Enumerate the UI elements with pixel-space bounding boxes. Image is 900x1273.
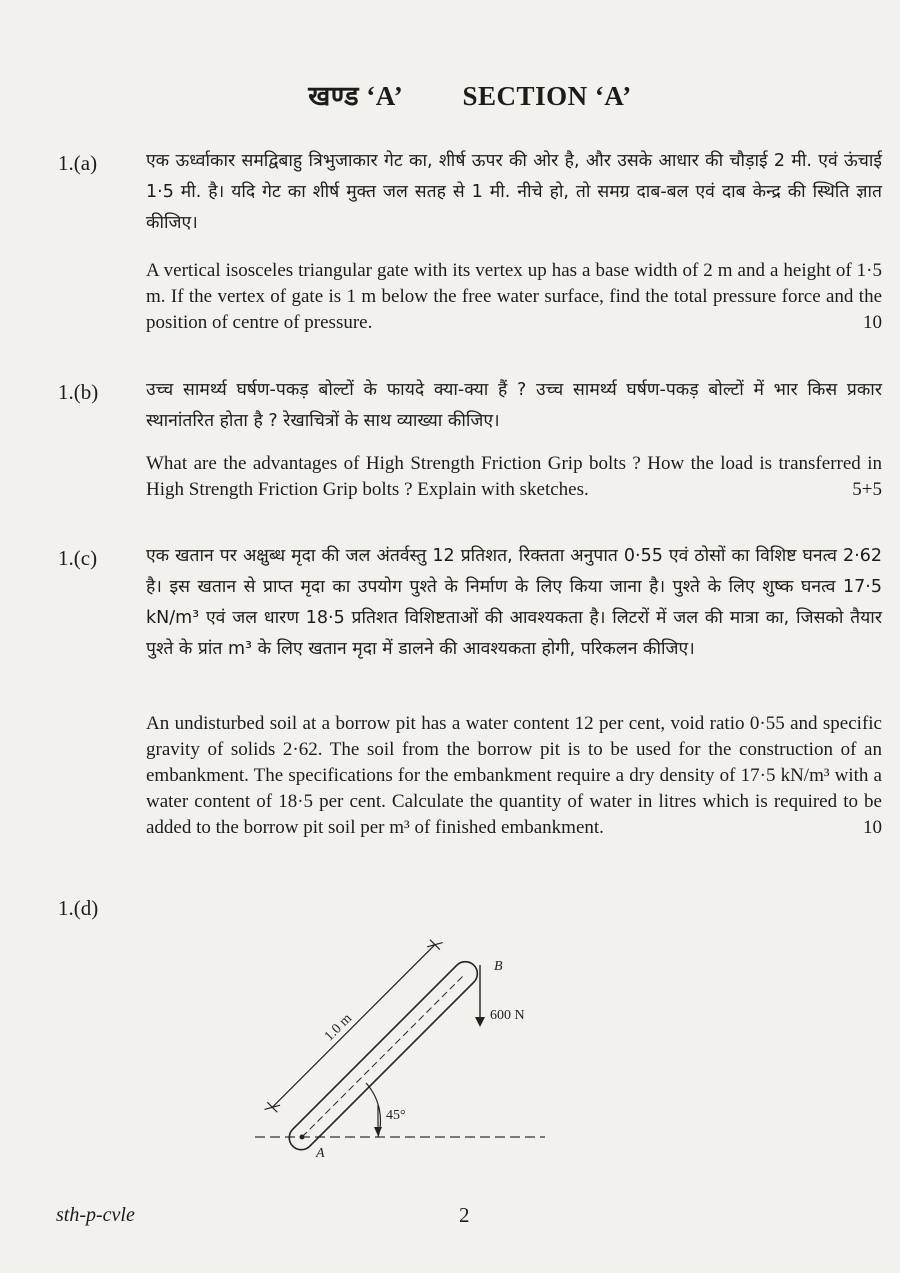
question-number-1c: 1.(c) — [58, 546, 98, 570]
question-1a-english-text: A vertical isosceles triangular gate with its vertex up has a base width of 2 m and a height of 1·5 m. If the vertex of gate is 1 m below the free water surface, find the total pressure force and the position of centre of pressure. — [146, 260, 882, 333]
question-1a-marks: 10 — [863, 312, 882, 333]
load-label: 600 N — [490, 1008, 525, 1023]
question-1a-hindi: एक ऊर्ध्वाकार समद्विबाहु त्रिभुजाकार गेट का, शीर्ष ऊपर की ओर है, और उसके आधार की चौड़ाई 2 मी. एवं ऊंचाई 1·5 मी. है। यदि गेट का शीर्ष मुक्त जल सतह से 1 मी. नीचे हो, तो समग्र दाब-बल एवं दाब केन्द्र की स्थिति ज्ञात कीजिए। — [146, 151, 882, 233]
question-1c-english-text: An undisturbed soil at a borrow pit has a water content 12 per cent, void ratio 0·55 and specific gravity of solids 2·62. The soil from the borrow pit is to be used for the construction of an embankment. The specifications for the embankment require a dry density of 17·5 kN/m³ with a water content of 18·5 per cent. Calculate the quantity of water in litres which is required to be added to the borrow pit soil per m³ of finished embankment. — [146, 713, 882, 838]
question-1c-hindi: एक खतान पर अक्षुब्ध मृदा की जल अंतर्वस्तु 12 प्रतिशत, रिक्तता अनुपात 0·55 एवं ठोसों का विशिष्ट घनत्व 2·62 है। इस खतान से प्राप्त मृदा का उपयोग पुश्ते के निर्माण के लिए किया जाना है। पुश्ते के लिए शुष्क घनत्व 17·5 kN/m³ एवं जल धारण 18·5 प्रतिशत विशिष्टताओं की आवश्यकता है। लिटरों में जल की मात्रा का, जिसको तैयार पुश्ते के प्रांत m³ के लिए खतान मृदा में डालने की आवश्यकता होगी, परिकलन कीजिए। — [146, 546, 882, 659]
page-number: 2 — [459, 1203, 470, 1227]
bar-centerline — [302, 974, 465, 1137]
question-1b-english — [146, 451, 882, 503]
question-1c-marks: 10 — [863, 817, 882, 838]
question-1a-english — [146, 258, 882, 336]
inclined-bar-figure — [240, 925, 560, 1175]
angle-arrow-head — [374, 1127, 382, 1136]
section-heading — [0, 76, 900, 113]
inclined-bar-diagram — [240, 925, 560, 1175]
pin-a — [300, 1135, 305, 1140]
question-number-1b: 1.(b) — [58, 380, 99, 404]
paper-code: sth-p-cvle — [56, 1204, 135, 1226]
length-label: 1.0 m — [321, 1011, 355, 1045]
point-b-label: B — [494, 959, 503, 974]
load-arrow-head — [475, 1017, 485, 1027]
question-1c-english — [146, 711, 882, 841]
angle-label: 45° — [386, 1108, 406, 1123]
question-1b-hindi: उच्च सामर्थ्य घर्षण-पकड़ बोल्टों के फायदे क्या-क्या हैं ? उच्च सामर्थ्य घर्षण-पकड़ बोल्टों में भार किस प्रकार स्थानांतरित होता है ? रेखाचित्रों के साथ व्याख्या कीजिए। — [146, 380, 882, 431]
section-heading-english: SECTION ‘A’ — [462, 81, 632, 111]
dimension-line — [272, 945, 435, 1108]
question-number-1a: 1.(a) — [58, 151, 98, 175]
question-1b-marks: 5+5 — [852, 479, 882, 500]
section-heading-hindi: खण्ड ‘A’ — [308, 81, 404, 111]
inclined-bar — [251, 925, 482, 1155]
question-1b-english-text: What are the advantages of High Strength Friction Grip bolts ? How the load is transferred in High Strength Friction Grip bolts ? Explain with sketches. — [146, 453, 882, 500]
point-a-label: A — [316, 1146, 325, 1161]
question-number-1d: 1.(d) — [58, 896, 99, 920]
